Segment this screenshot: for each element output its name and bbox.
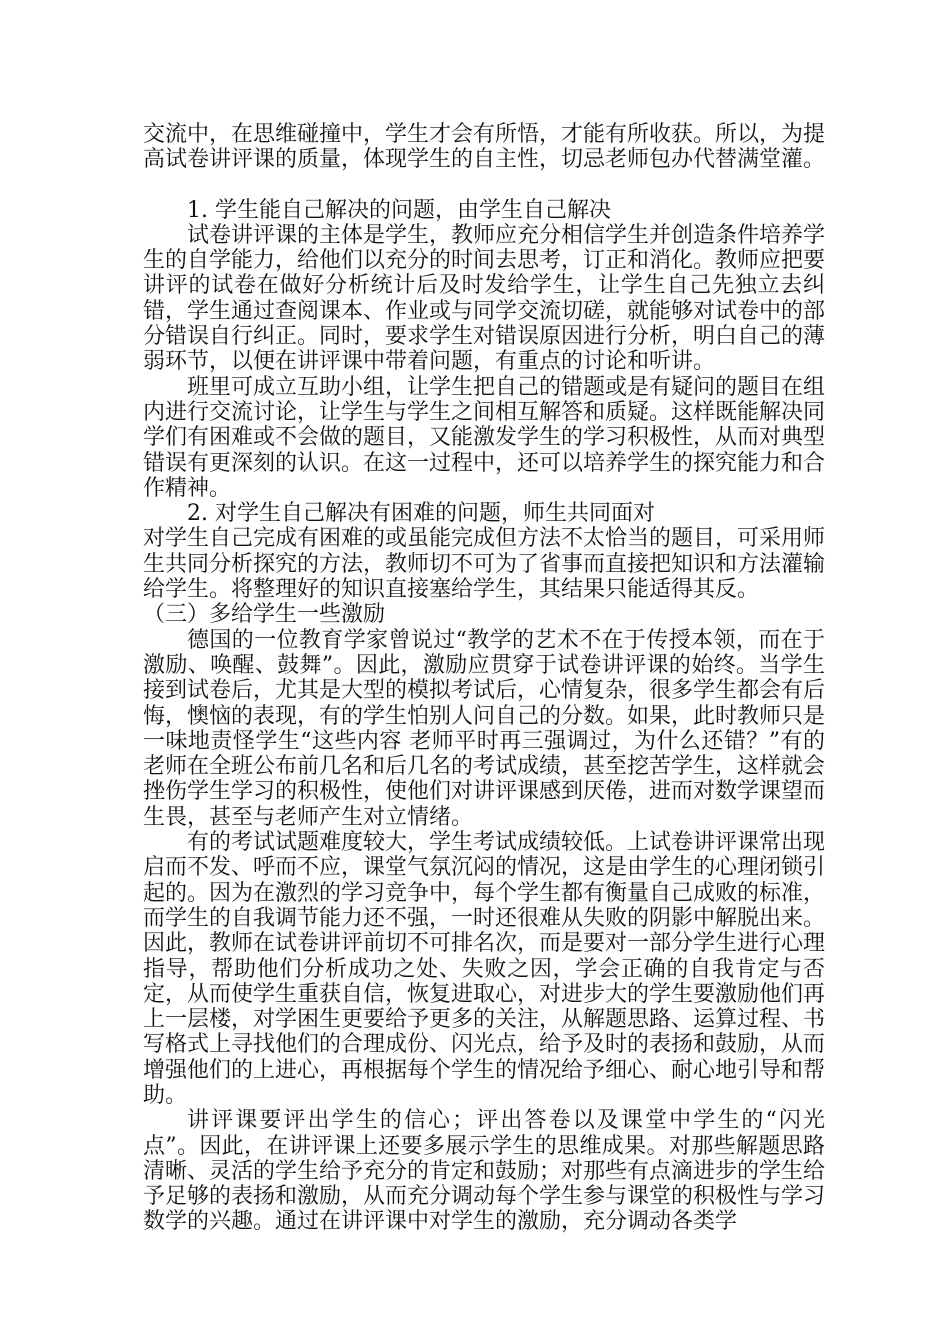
paragraph-study-groups: 班里可成立互助小组，让学生把自己的错题或是有疑问的题目在组内进行交流讨论，让学生与学生之间相互解答和质疑。这样既能解决同学们有困难或不会做的题目，又能激发学生的学习积极性，从而对典型错误有更深刻的认识。在这一过程中，还可以培养学生的探究能力和合作精神。 (143, 374, 826, 501)
paragraph-joint-analysis: 对学生自己完成有困难的或虽能完成但方法不太恰当的题目，可采用师生共同分析探究的方法，教师切不可为了省事而直接把知识和方法灌输给学生。将整理好的知识直接塞给学生，其结果只能适得其反。 (143, 526, 826, 603)
paragraph-encouragement: 德国的一位教育学家曾说过“教学的艺术不在于传授本领，而在于激励、唤醒、鼓舞”。因此，激励应贯穿于试卷讲评课的始终。当学生接到试卷后，尤其是大型的模拟考试后，心情复杂，很多学生都会有后悔，懊恼的表现，有的学生怕别人问自己的分数。如果，此时教师只是一味地责怪学生“这些内容 老师平时再三强调过，为什么还错？”有的老师在全班公布前几名和后几名的考试成绩，甚至挖苦学生，这样就会挫伤学生学习的积极性，使他们对讲评课感到厌倦，进而对数学课望而生畏，甚至与老师产生对立情绪。 (143, 627, 826, 830)
paragraph-psychological-guidance: 有的考试试题难度较大，学生考试成绩较低。上试卷讲评课常出现启而不发、呼而不应，课堂气氛沉闷的情况，这是由学生的心理闭锁引起的。因为在激烈的学习竞争中，每个学生都有衡量自己成败的标准，而学生的自我调节能力还不强，一时还很难从失败的阴影中解脱出来。因此，教师在试卷讲评前切不可排名次，而是要对一部分学生进行心理指导，帮助他们分析成功之处、失败之因，学会正确的自我肯定与否定，从而使学生重获自信，恢复进取心，对进步大的学生要激励他们再上一层楼，对学困生更要给予更多的关注，从解题思路、运算过程、书写格式上寻找他们的合理成份、闪光点，给予及时的表扬和鼓励，从而增强他们的上进心，再根据每个学生的情况给予细心、耐心地引导和帮助。 (143, 830, 826, 1108)
paragraph-intro: 交流中，在思维碰撞中，学生才会有所悟，才能有所收获。所以，为提高试卷讲评课的质量，体现学生的自主性，切忌老师包办代替满堂灌。 (143, 122, 826, 173)
section-heading-2: 2. 对学生自己解决有困难的问题，师生共同面对 (187, 501, 655, 527)
document-page (143, 122, 825, 1235)
section-heading-3: （三）多给学生一些激励 (143, 602, 386, 628)
paragraph-confidence: 讲评课要评出学生的信心；评出答卷以及课堂中学生的“闪光点”。因此，在讲评课上还要多展示学生的思维成果。对那些解题思路清晰、灵活的学生给予充分的肯定和鼓励；对那些有点滴进步的学生给予足够的表扬和激励，从而充分调动每个学生参与课堂的积极性与学习数学的兴趣。通过在讲评课中对学生的激励，充分调动各类学 (143, 1108, 826, 1235)
section-heading-1: 1. 学生能自己解决的问题，由学生自己解决 (187, 197, 611, 223)
paragraph-self-correction: 试卷讲评课的主体是学生，教师应充分相信学生并创造条件培养学生的自学能力，给他们以充分的时间去思考，订正和消化。教师应把要讲评的试卷在做好分析统计后及时发给学生，让学生自己先独立去纠错，学生通过查阅课本、作业或与同学交流切磋，就能够对试卷中的部分错误自行纠正。同时，要求学生对错误原因进行分析，明白自己的薄弱环节，以便在讲评课中带着问题，有重点的讨论和听讲。 (143, 222, 826, 375)
